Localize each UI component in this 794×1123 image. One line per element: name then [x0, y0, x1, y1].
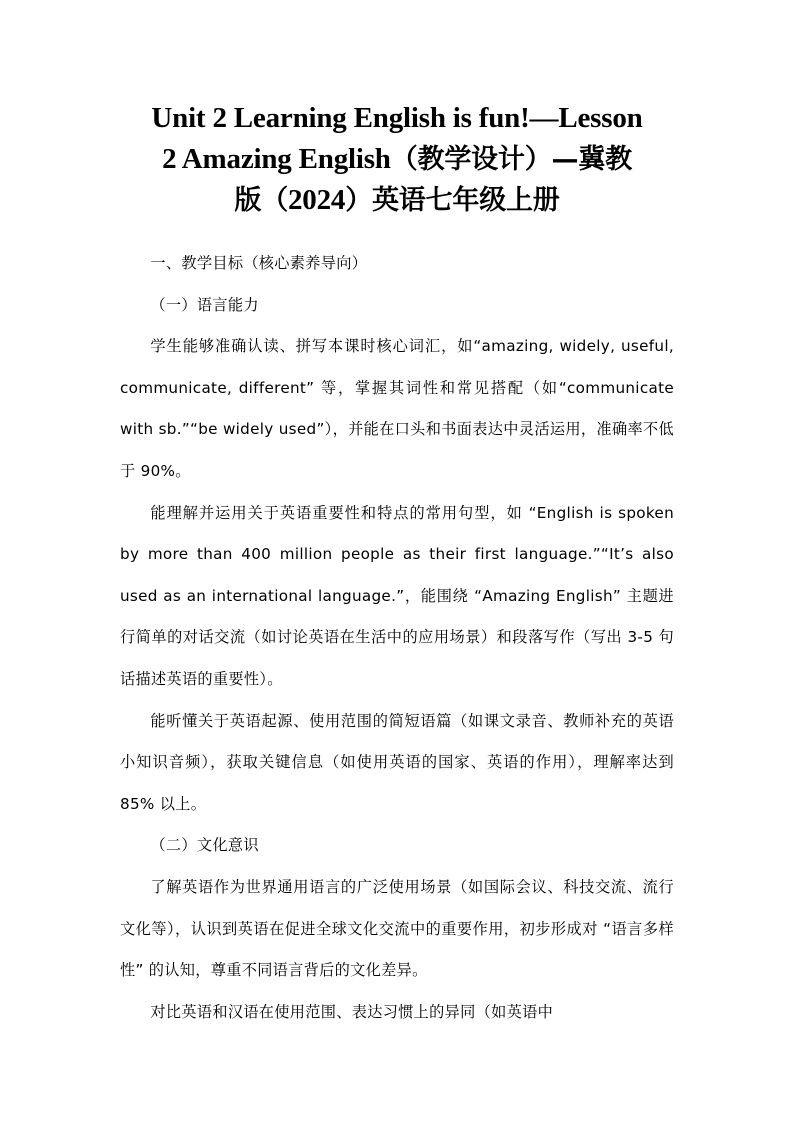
section-heading-teaching-objectives: 一、教学目标（核心素养导向） [150, 254, 368, 272]
title-line-3-chinese-b: ）英语七年级上册 [345, 185, 560, 216]
document-title [120, 98, 674, 221]
paragraph-listening: 能听懂关于英语起源、使用范围的简短语篇（如课文录音、教师补充的英语小知识音频），获取关键信息（如使用英语的国家、英语的作用），理解率达到 85% 以上。 [120, 711, 674, 813]
paragraph-comparison: 对比英语和汉语在使用范围、表达习惯上的异同（如英语中 [150, 1002, 554, 1021]
document-body [120, 243, 674, 1033]
paragraph-sentence-patterns: 能理解并运用关于英语重要性和特点的常用句型，如 “English is spoken by more than 400 million people as their first language.”“It’s also used as an international language.”，能围绕 “Amazing English” 主题进行简单的对话交流（如讨论英语在生活中的应用场景）和段落写作（写出 3-5 句话描述英语的重要性）。 [120, 503, 674, 688]
subsection-heading-language-ability: （一）语言能力 [150, 295, 259, 314]
title-line-3-chinese-a: 版（ [234, 185, 288, 216]
paragraph-cultural-usage: 了解英语作为世界通用语言的广泛使用场景（如国际会议、科技交流、流行文化等），认识到英语在促进全球文化交流中的重要作用，初步形成对 “语言多样性” 的认知，尊重不同语言背后的文化差异。 [120, 877, 674, 980]
title-line-2-chinese: （教学设计）—冀教 [390, 144, 632, 175]
title-line-3-year: 2024 [288, 184, 346, 216]
title-line-2-english: 2 Amazing English [162, 143, 391, 175]
paragraph-vocabulary: 学生能够准确认读、拼写本课时核心词汇，如“amazing, widely, useful, communicate, different” 等，掌握其词性和常见搭配（如“communicate with sb.”“be widely used”），并能在口头和书面表达中灵活运用，准确率不低于 90%。 [120, 337, 674, 480]
title-line-1: Unit 2 Learning English is fun!—Lesson [151, 102, 643, 134]
subsection-heading-cultural-awareness: （二）文化意识 [150, 836, 259, 855]
